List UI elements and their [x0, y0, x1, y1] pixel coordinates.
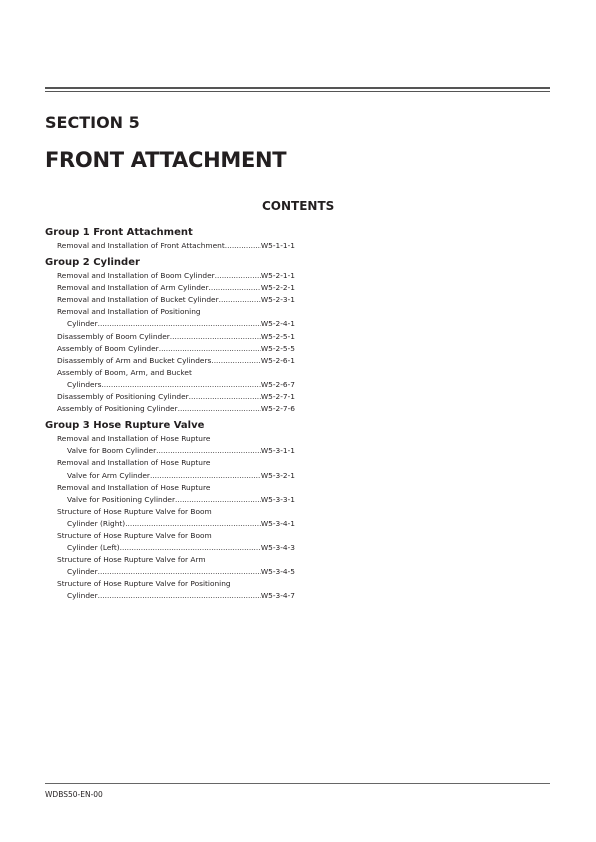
toc-entry[interactable]	[45, 355, 295, 367]
toc-group-heading: Group 2 Cylinder	[45, 257, 140, 269]
toc-page-number: W5-2-5-1	[260, 331, 295, 341]
dot-leader	[150, 470, 261, 482]
dot-leader	[98, 566, 261, 578]
toc-page-number: W5-1-1-1	[260, 241, 295, 250]
toc-entry[interactable]	[45, 331, 295, 343]
toc-entry-title[interactable]: Removal and Installation of Positioning	[57, 307, 201, 317]
toc-entry-label: Removal and Installation of Front Attachment	[57, 241, 225, 250]
toc-entry-title[interactable]: Assembly of Boom, Arm, and Bucket	[57, 367, 192, 377]
toc-page-number: W5-2-1-1	[260, 271, 295, 281]
toc-page-number: W5-3-4-5	[260, 567, 295, 577]
dot-leader	[125, 518, 261, 530]
toc-page-number: W5-3-1-1	[260, 446, 295, 456]
toc-entry-title[interactable]: Structure of Hose Rupture Valve for Boom	[57, 530, 212, 540]
toc-entry[interactable]	[45, 494, 295, 506]
dot-leader	[225, 240, 261, 252]
dot-leader	[170, 331, 261, 343]
dot-leader	[189, 391, 261, 403]
toc-page-number: W5-3-4-7	[260, 591, 295, 601]
dot-leader	[101, 379, 260, 391]
dot-leader	[209, 282, 261, 294]
toc-page-number: W5-2-3-1	[260, 295, 295, 305]
dot-leader	[211, 355, 261, 367]
dot-leader	[219, 294, 261, 306]
document-code: WDBS50-EN-00	[45, 790, 103, 799]
toc-page-number: W5-3-4-1	[260, 518, 295, 528]
toc-entry[interactable]	[45, 542, 295, 554]
dot-leader	[215, 270, 261, 282]
toc-entry-label: Cylinder (Left)	[67, 543, 120, 553]
toc-entry-label: Cylinder	[67, 567, 98, 577]
toc-entry[interactable]	[45, 294, 295, 306]
toc-page-number: W5-2-4-1	[260, 319, 295, 329]
toc-entry[interactable]	[45, 445, 295, 457]
footer-rule	[45, 783, 550, 784]
toc-entry-label: Cylinders	[67, 379, 102, 389]
toc-page-number: W5-2-7-1	[260, 392, 295, 402]
toc-entry[interactable]	[45, 391, 295, 403]
toc-entry[interactable]	[45, 566, 295, 578]
dot-leader	[98, 318, 261, 330]
contents-heading: CONTENTS	[262, 199, 335, 213]
toc-entry[interactable]	[45, 240, 295, 252]
toc-entry-label: Removal and Installation of Bucket Cylinder	[57, 295, 219, 305]
dot-leader	[159, 343, 261, 355]
dot-leader	[178, 403, 261, 415]
header-rule	[45, 87, 550, 89]
toc-entry-title[interactable]: Removal and Installation of Hose Rupture	[57, 458, 211, 468]
toc-page-number: W5-2-2-1	[260, 283, 295, 293]
toc-entry-title[interactable]: Removal and Installation of Hose Rupture	[57, 482, 211, 492]
dot-leader	[120, 542, 261, 554]
toc-entry-label: Disassembly of Positioning Cylinder	[57, 392, 189, 402]
toc-entry[interactable]	[45, 282, 295, 294]
toc-entry[interactable]	[45, 379, 295, 391]
toc-entry-label: Disassembly of Arm and Bucket Cylinders	[57, 355, 212, 365]
toc-entry[interactable]	[45, 403, 295, 415]
toc-entry[interactable]	[45, 590, 295, 602]
toc-page-number: W5-2-7-6	[260, 404, 295, 414]
toc-group-heading: Group 3 Hose Rupture Valve	[45, 420, 205, 432]
toc-entry-label: Cylinder (Right)	[67, 518, 126, 528]
section-label: SECTION 5	[45, 113, 140, 132]
page-title: FRONT ATTACHMENT	[45, 148, 287, 172]
dot-leader	[156, 445, 261, 457]
toc-entry[interactable]	[45, 470, 295, 482]
toc-entry[interactable]	[45, 318, 295, 330]
toc-entry-label: Assembly of Boom Cylinder	[57, 343, 159, 353]
dot-leader	[98, 590, 261, 602]
toc-page-number: W5-3-4-3	[260, 543, 295, 553]
toc-page-number: W5-3-2-1	[260, 470, 295, 480]
toc-entry-title[interactable]: Structure of Hose Rupture Valve for Positioning	[57, 579, 231, 589]
toc-entry[interactable]	[45, 343, 295, 355]
toc-entry-label: Cylinder	[67, 591, 98, 601]
toc-entry-label: Removal and Installation of Boom Cylinder	[57, 271, 215, 281]
toc-entry-label: Cylinder	[67, 319, 98, 329]
toc-page-number: W5-2-5-5	[260, 343, 295, 353]
toc-page-number: W5-2-6-1	[260, 355, 295, 365]
header-rule-thin	[45, 91, 550, 92]
toc-entry-label: Assembly of Positioning Cylinder	[57, 404, 178, 414]
toc-page-number: W5-2-6-7	[260, 379, 295, 389]
toc-entry-title[interactable]: Removal and Installation of Hose Rupture	[57, 434, 211, 444]
dot-leader	[175, 494, 261, 506]
toc-entry-label: Removal and Installation of Arm Cylinder	[57, 283, 209, 293]
toc-entry-title[interactable]: Structure of Hose Rupture Valve for Arm	[57, 555, 206, 565]
toc-entry-label: Valve for Boom Cylinder	[67, 446, 157, 456]
toc-page-number: W5-3-3-1	[260, 494, 295, 504]
table-of-contents	[45, 226, 295, 603]
toc-entry-label: Disassembly of Boom Cylinder	[57, 331, 170, 341]
toc-entry[interactable]	[45, 270, 295, 282]
toc-entry-label: Valve for Arm Cylinder	[67, 470, 150, 480]
toc-entry-label: Valve for Positioning Cylinder	[67, 494, 176, 504]
toc-entry[interactable]	[45, 518, 295, 530]
toc-entry-title[interactable]: Structure of Hose Rupture Valve for Boom	[57, 506, 212, 516]
toc-group-heading: Group 1 Front Attachment	[45, 227, 193, 238]
